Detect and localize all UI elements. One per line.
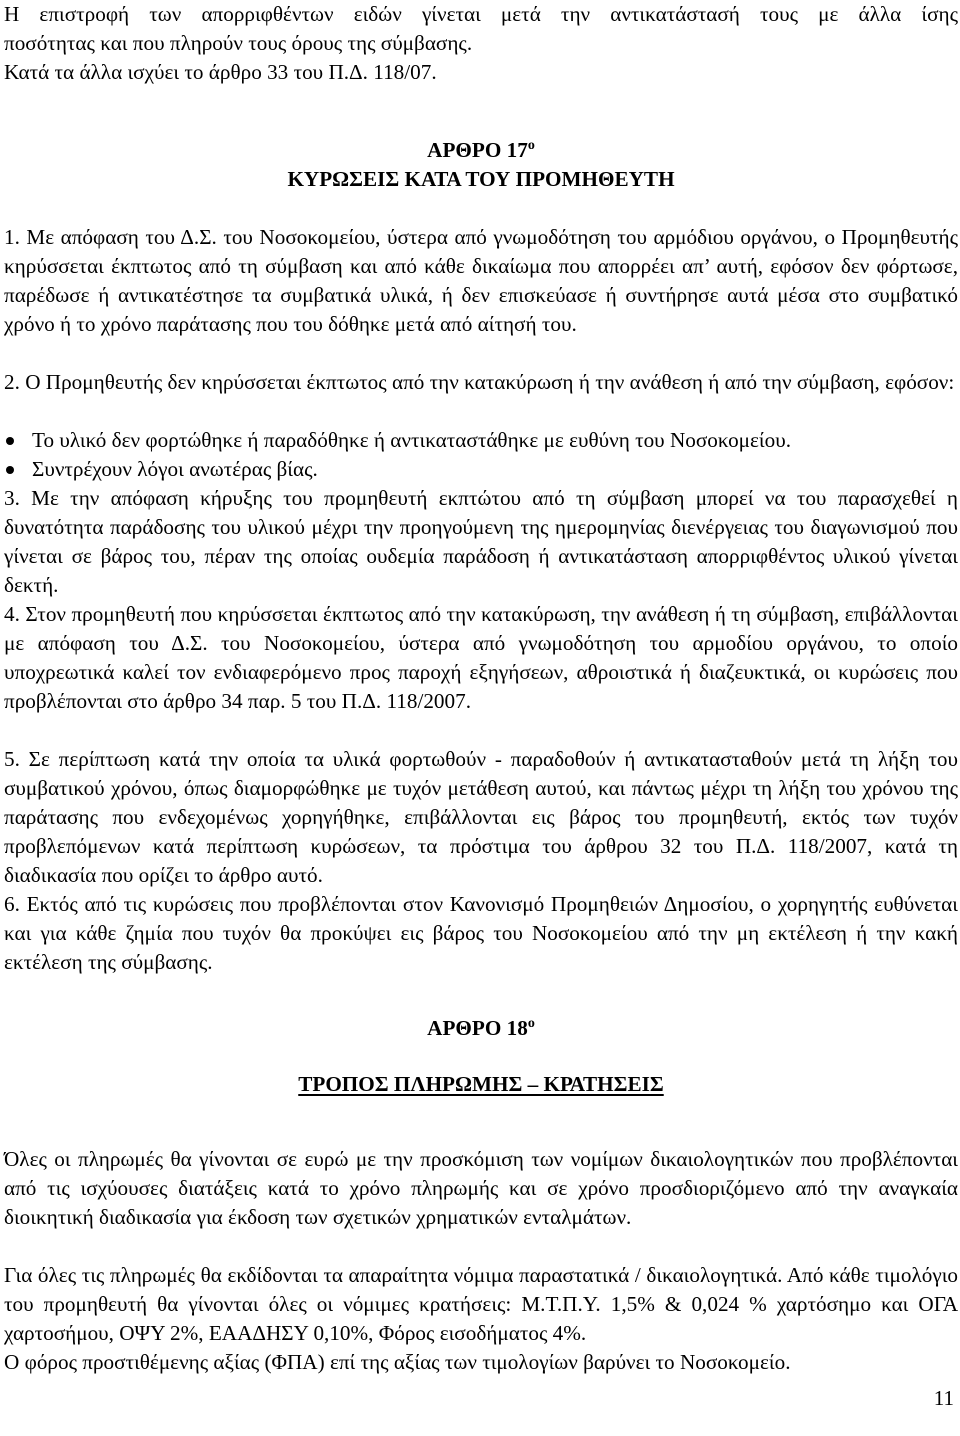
article-18-title <box>4 1014 958 1043</box>
article-18-paragraph-1: Όλες οι πληρωμές θα γίνονται σε ευρώ με την προσκόμιση των νομίμων δικαιολογητικών που προβλέπονται από τις ισχύουσες διατάξεις κατά το χρόνο πληρωμής και σε χρόνο προσδιοριζόμενο από την αναγκαία διοικητική διαδικασία για έκδοση των σχετικών χρηματικών ενταλμάτων. <box>4 1147 958 1229</box>
list-item <box>4 455 958 484</box>
article-17-paragraph-1: 1. Με απόφαση του Δ.Σ. του Νοσοκομείου, ύστερα από γνωμοδότηση του αρμόδιου οργάνου, ο Προμηθευτής κηρύσσεται έκπτωτος από τη σύμβαση και από κάθε δικαίωμα που απορρέει απ’ αυτή, εφόσον δεν φόρτωσε, παρέδωσε ή αντικατέστησε τα συμβατικά υλικά, ή δεν επισκεύασε ή συντήρησε αυτά μέσα στο συμβατικό χρόνο ή το χρόνο παράτασης που του δόθηκε μετά από αίτησή του. <box>4 225 958 336</box>
article-18-subtitle <box>4 1070 958 1099</box>
intro-line-3: Κατά τα άλλα ισχύει το άρθρο 33 του Π.Δ. 118/07. <box>4 60 437 84</box>
article-17-title-ordinal: ο <box>527 137 535 153</box>
list-item-text: Συντρέχουν λόγοι ανωτέρας βίας. <box>32 457 318 481</box>
article-17-paragraph-2: 2. Ο Προμηθευτής δεν κηρύσσεται έκπτωτος από την κατακύρωση ή την ανάθεση ή από την σύμβαση, εφόσον: <box>4 370 955 394</box>
page-number: 11 <box>933 1386 954 1410</box>
article-17-paragraph-3: 3. Με την απόφαση κήρυξης του προμηθευτή εκπτώτου από τη σύμβαση μπορεί να του παρασχεθεί η δυνατότητα παράδοσης του υλικού μέχρι την προηγούμενη της ημερομηνίας διενέργειας του διαγωνισμού που γίνεται σε βάρος του, πέραν της οποίας ουδεμία παράδοση ή αντικατάσταση απορριφθέντος υλικού γίνεται δεκτή. <box>4 486 958 597</box>
article-18-title-ordinal: ο <box>527 1015 535 1031</box>
intro-line-2: ποσότητας και που πληρούν τους όρους της σύμβασης. <box>4 31 473 55</box>
list-item <box>4 426 958 455</box>
article-18-subtitle-text: ΤΡΟΠΟΣ ΠΛΗΡΩΜΗΣ – ΚΡΑΤΗΣΕΙΣ <box>298 1072 664 1096</box>
intro-line-1: Η επιστροφή των απορριφθέντων ειδών γίνεται μετά την αντικατάστασή τους με άλλα ίσης <box>4 2 958 26</box>
article-18-paragraph-2: Για όλες τις πληρωμές θα εκδίδονται τα απαραίτητα νόμιμα παραστατικά / δικαιολογητικά. Από κάθε τιμολόγιο του προμηθευτή θα γίνονται όλες οι νόμιμες κρατήσεις: Μ.Τ.Π.Υ. 1,5% & 0,024 % χαρτόσημο και ΟΓΑ χαρτοσήμου, ΟΨΥ 2%, ΕΑΑΔΗΣΥ 0,10%, Φόρος εισοδήματος 4%. <box>4 1263 958 1345</box>
article-17-title-text: ΑΡΘΡΟ 17 <box>427 138 528 162</box>
article-18-title-text: ΑΡΘΡΟ 18 <box>427 1016 528 1040</box>
bullet-icon <box>6 466 14 474</box>
bullet-icon <box>6 437 14 445</box>
article-17-bullet-list <box>4 426 958 484</box>
article-17-paragraph-5: 5. Σε περίπτωση κατά την οποία τα υλικά φορτωθούν - παραδοθούν ή αντικατασταθούν μετά τη λήξη του συμβατικού χρόνου, όπως διαμορφώθηκε με τυχόν μετάθεση αυτού, και πάντως μέχρι τη λήξη του χρόνου της παράτασης που ενδεχομένως χορηγήθηκε, επιβάλλονται εις βάρος του προμηθευτή, εκτός των τυχόν προβλεπόμενων κατά περίπτωση κυρώσεων, τα πρόστιμα του άρθρου 32 του Π.Δ. 118/2007, κατά τη διαδικασία που ορίζει το άρθρο αυτό. <box>4 747 958 887</box>
article-17-paragraph-6: 6. Εκτός από τις κυρώσεις που προβλέπονται στον Κανονισμό Προμηθειών Δημοσίου, ο χορηγητής ευθύνεται και για κάθε ζημία που τυχόν θα προκύψει εις βάρος του Νοσοκομείου από την μη εκτέλεση ή την κακή εκτέλεση της σύμβασης. <box>4 892 958 974</box>
article-17-paragraph-4: 4. Στον προμηθευτή που κηρύσσεται έκπτωτος από την κατακύρωση, την ανάθεση ή τη σύμβαση, επιβάλλονται με απόφαση του Δ.Σ. του Νοσοκομείου, ύστερα από γνωμοδότηση του αρμοδίου οργάνου, το οποίο υποχρεωτικά καλεί τον ενδιαφερόμενο προς παροχή εξηγήσεων, αθροιστικά ή διαζευκτικά, οι κυρώσεις που προβλέπονται στο άρθρο 34 παρ. 5 του Π.Δ. 118/2007. <box>4 602 958 713</box>
article-18-paragraph-3: Ο φόρος προστιθέμενης αξίας (ΦΠΑ) επί της αξίας των τιμολογίων βαρύνει το Νοσοκομείο. <box>4 1350 791 1374</box>
article-17-title <box>4 136 958 165</box>
list-item-text: Το υλικό δεν φορτώθηκε ή παραδόθηκε ή αντικαταστάθηκε με ευθύνη του Νοσοκομείου. <box>32 428 792 452</box>
article-17-subtitle: ΚΥΡΩΣΕΙΣ ΚΑΤΑ ΤΟΥ ΠΡΟΜΗΘΕΥΤΗ <box>287 167 675 191</box>
